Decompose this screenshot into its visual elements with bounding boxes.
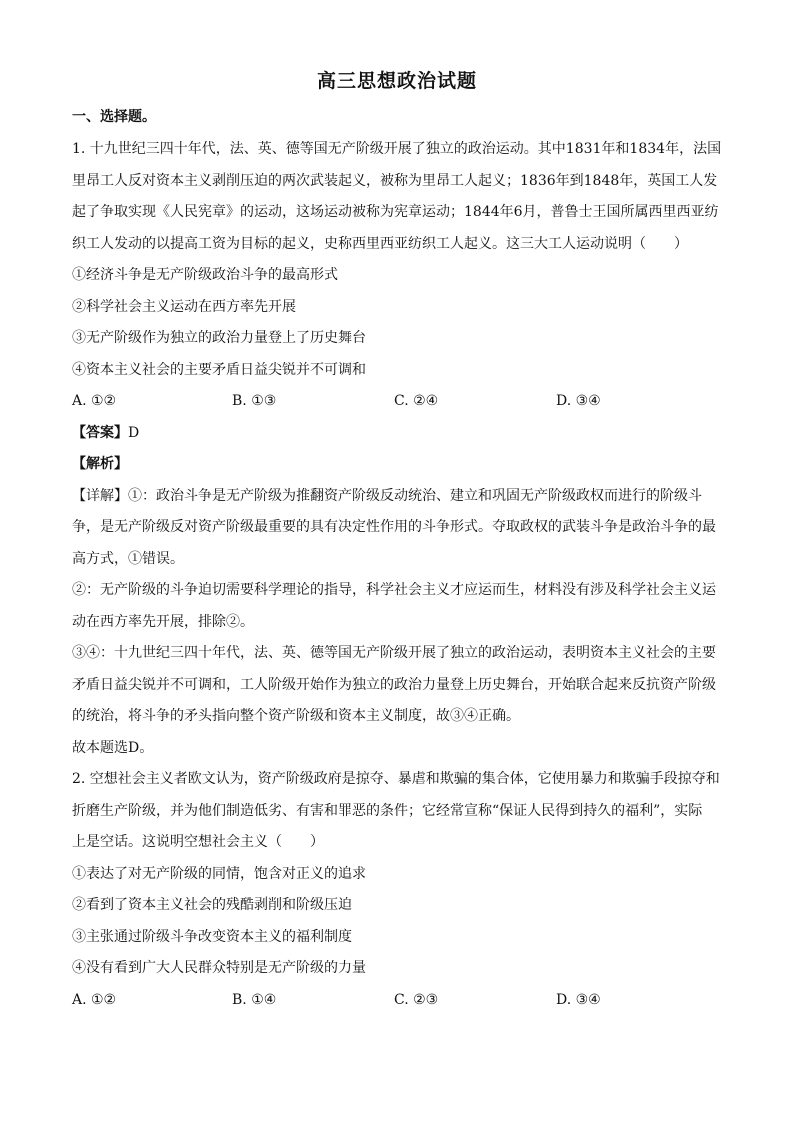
- q2-stem-line: 2. 空想社会主义者欧文认为，资产阶级政府是掠夺、暴虐和欺骗的集合体，它使用暴力和欺骗手段掠夺和: [72, 771, 720, 787]
- q1-stem-line: 里昂工人反对资本主义剥削压迫的两次武装起义，被称为里昂工人起义；1836年到1848年，英国工人发: [72, 172, 718, 189]
- q1-statement: ①经济斗争是无产阶级政治斗争的最高形式: [72, 267, 338, 283]
- q1-detail-line: 争，是无产阶级反对资产阶级最重要的具有决定性作用的斗争形式。夺取政权的武装斗争是政治斗争的最: [72, 519, 716, 535]
- q2-statement: ③主张通过阶级斗争改变资本主义的福利制度: [72, 928, 352, 945]
- q1-detail-line: 【详解】①：政治斗争是无产阶级为推翻资产阶级反动统治、建立和巩固无产阶级政权而进行的阶级斗: [72, 487, 702, 504]
- question-2: [72, 768, 722, 1020]
- q1-detail-line: 矛盾日益尖锐并不可调和，工人阶级开始作为独立的政治力量登上历史舞台，开始联合起来反抗资产阶级: [72, 676, 716, 693]
- q1-option-c: C. ②④: [394, 393, 439, 409]
- document-body: [72, 138, 722, 1020]
- q2-stem-line: 上是空话。这说明空想社会主义（ ）: [72, 834, 324, 850]
- analysis-label: 【解析】: [72, 456, 128, 472]
- q1-statement: ④资本主义社会的主要矛盾日益尖锐并不可调和: [72, 361, 366, 378]
- answer-label: 【答案】: [72, 424, 128, 441]
- q1-detail-line: 高方式，①错误。: [72, 550, 184, 567]
- q1-option-b: B. ①③: [232, 393, 277, 409]
- q1-detail-line: ③④：十九世纪三四十年代，法、英、德等国无产阶级开展了独立的政治运动，表明资本主义社会的主要: [72, 645, 716, 661]
- q2-option-b: B. ①④: [232, 991, 277, 1008]
- q2-option-c: C. ②③: [394, 991, 439, 1008]
- q1-option-d: D. ③④: [556, 393, 601, 409]
- q2-options: [72, 989, 722, 1021]
- q2-option-a: A. ①②: [72, 991, 117, 1008]
- q1-stem-line: 织工人发动的以提高工资为目标的起义，史称西里西亚纺织工人起义。这三大工人运动说明（ ）: [72, 235, 688, 252]
- q2-stem-line: 折磨生产阶级，并为他们制造低劣、有害和罪恶的条件；它经常宣称“保证人民得到持久的福利”，实际: [72, 802, 703, 819]
- q2-option-d: D. ③④: [556, 991, 601, 1008]
- q1-option-a: A. ①②: [72, 393, 117, 409]
- q1-stem-line: 起了争取实现《人民宪章》的运动，这场运动被称为宪章运动；1844年6月，普鲁士王国所属西里西亚纺: [72, 204, 719, 220]
- q1-detail-line: 的统治，将斗争的矛头指向整个资产阶级和资本主义制度，故③④正确。: [72, 708, 520, 724]
- q1-stem-line: 1. 十九世纪三四十年代，法、英、德等国无产阶级开展了独立的政治运动。其中1831年和1834年，法国: [72, 141, 722, 157]
- q2-statement: ④没有看到广大人民群众特别是无产阶级的力量: [72, 960, 366, 976]
- q1-statement: ③无产阶级作为独立的政治力量登上了历史舞台: [72, 330, 366, 346]
- answer-value: D: [128, 424, 140, 441]
- q1-answer: [72, 422, 722, 454]
- q2-statement: ①表达了对无产阶级的同情，饱含对正义的追求: [72, 865, 366, 882]
- q1-detail-line: ②：无产阶级的斗争迫切需要科学理论的指导，科学社会主义才应运而生，材料没有涉及科学社会主义运: [72, 582, 716, 598]
- q1-detail-line: 故本题选D。: [72, 739, 154, 756]
- q1-statement: ②科学社会主义运动在西方率先开展: [72, 298, 296, 315]
- question-1: [72, 138, 722, 768]
- q2-statement: ②看到了资本主义社会的残酷剥削和阶级压迫: [72, 897, 352, 913]
- section-heading: 一、选择题。: [72, 109, 156, 125]
- page-title: 高三思想政治试题: [316, 70, 477, 92]
- q1-detail-line: 动在西方率先开展，排除②。: [72, 613, 254, 630]
- q1-options: [72, 390, 722, 422]
